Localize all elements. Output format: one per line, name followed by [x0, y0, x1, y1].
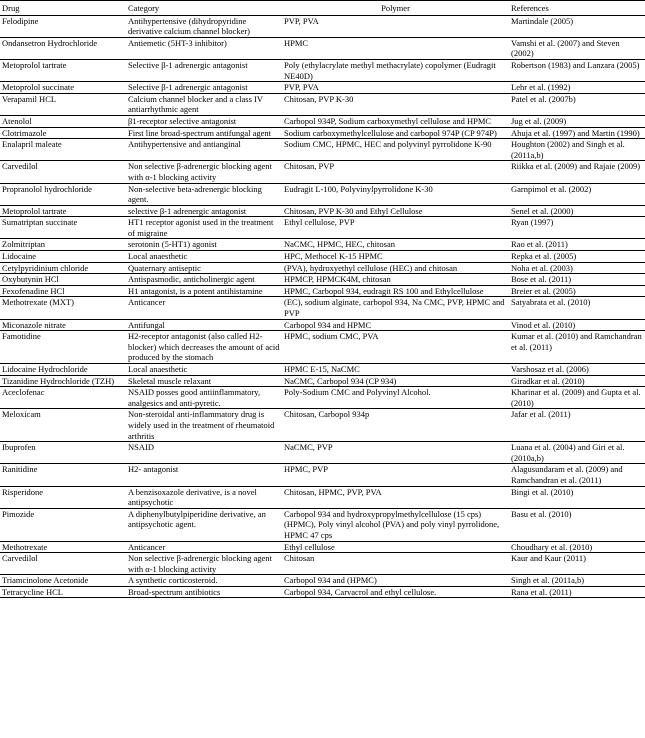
polymer-cell: Carbopol 934 and HPMC	[282, 319, 509, 331]
table-row	[0, 205, 645, 217]
table-row	[0, 262, 645, 274]
drug-cell: Verapamil HCL	[0, 93, 126, 115]
category-cell: Non-selective beta-adrenergic blocking agent.	[126, 183, 282, 205]
category-cell: β1-receptor selective antagonist	[126, 115, 282, 127]
references-cell: Lehr et al. (1992)	[509, 82, 645, 94]
polymer-cell: HPMC	[282, 37, 509, 59]
references-cell: Kumar et al. (2010) and Ramchandran et al. (2011)	[509, 331, 645, 364]
category-cell: Selective β-1 adrenergic antagonist	[126, 59, 282, 81]
category-cell: Non selective β-adrenergic blocking agent with α-1 blocking activity	[126, 553, 282, 575]
category-cell: Skeletal muscle relaxant	[126, 375, 282, 387]
drug-cell: Carvedilol	[0, 161, 126, 183]
polymer-cell: Carbopol 934 and hydroxypropylmethylcellulose (15 cps) (HPMC), Poly vinyl alcohol (PVA) and poly vinyl pyrrolidone, HPMC 47 cps	[282, 508, 509, 541]
references-cell: Robertson (1983) and Lanzara (2005)	[509, 59, 645, 81]
drug-cell: Sumatriptan succinate	[0, 217, 126, 239]
polymer-cell: Chitosan, PVP	[282, 161, 509, 183]
references-cell: Riikka et al. (2009) and Rajaie (2009)	[509, 161, 645, 183]
polymer-cell: Ethyl cellulose, PVP	[282, 217, 509, 239]
references-cell: Noha et al. (2003)	[509, 262, 645, 274]
category-cell: First line broad-spectrum antifungal agent	[126, 127, 282, 139]
references-cell: Luana et al. (2004) and Giri et al. (2010a,b)	[509, 442, 645, 464]
drug-cell: Felodipine	[0, 15, 126, 37]
header-references: References	[509, 1, 645, 16]
table-row	[0, 93, 645, 115]
drug-cell: Triamcinolone Acetonide	[0, 575, 126, 587]
table-row	[0, 251, 645, 263]
references-cell: Vinod et al. (2010)	[509, 319, 645, 331]
table-row	[0, 464, 645, 486]
references-cell: Repka et al. (2005)	[509, 251, 645, 263]
drug-cell: Ranitidine	[0, 464, 126, 486]
references-cell: Giradkar et al. (2010)	[509, 375, 645, 387]
drug-cell: Metoprolol tartrate	[0, 59, 126, 81]
drug-cell: Ondansetron Hydrochloride	[0, 37, 126, 59]
references-cell: Breier et al. (2005)	[509, 285, 645, 297]
drug-cell: Tetracycline HCL	[0, 586, 126, 598]
table-row	[0, 285, 645, 297]
category-cell: NSAID posses good antiinflammatory, analgesics and anti-pyretic.	[126, 387, 282, 409]
header-polymer: Polymer	[282, 1, 509, 16]
table-header-row	[0, 1, 645, 16]
drug-cell: Propranolol hydrochloride	[0, 183, 126, 205]
category-cell: Local anaesthetic	[126, 251, 282, 263]
polymer-cell: Sodium carboxymethylcellulose and carbopol 974P (CP 974P)	[282, 127, 509, 139]
references-cell: Martindale (2005)	[509, 15, 645, 37]
polymer-cell: HPMC, PVP	[282, 464, 509, 486]
polymer-cell: HPMC E-15, NaCMC	[282, 364, 509, 376]
table-row	[0, 59, 645, 81]
drug-cell: Metoprolol tartrate	[0, 205, 126, 217]
table-row	[0, 553, 645, 575]
drug-cell: Oxybutynin HCl	[0, 274, 126, 286]
polymer-cell: (PVA), hydroxyethyl cellulose (HEC) and chitosan	[282, 262, 509, 274]
polymer-cell: Chitosan, Carbopol 934p	[282, 409, 509, 442]
references-cell: Bose et al. (2011)	[509, 274, 645, 286]
category-cell: H2- antagonist	[126, 464, 282, 486]
drug-cell: Famotidine	[0, 331, 126, 364]
references-cell: Garnpimol et al. (2002)	[509, 183, 645, 205]
references-cell: Houghton (2002) and Singh et al. (2011a,b)	[509, 139, 645, 161]
polymer-cell: HPMC, Carbopol 934, eudragit RS 100 and Ethylcellulose	[282, 285, 509, 297]
references-cell: Patel et al. (2007b)	[509, 93, 645, 115]
drug-cell: Lidocaine Hydrochloride	[0, 364, 126, 376]
polymer-cell: PVP, PVA	[282, 82, 509, 94]
category-cell: serotonin (5-HT1) agonist	[126, 239, 282, 251]
polymer-cell: Chitosan	[282, 553, 509, 575]
polymer-cell: Poly (ethylacrylate methyl methacrylate) copolymer (Eudragit NE40D)	[282, 59, 509, 81]
category-cell: A benzisoxazole derivative, is a novel antipsychotic	[126, 486, 282, 508]
table-body	[0, 15, 645, 598]
references-cell: Varshosaz et al. (2006)	[509, 364, 645, 376]
polymer-cell: Chitosan, PVP K-30 and Ethyl Cellulose	[282, 205, 509, 217]
category-cell: HT1 receptor agonist used in the treatment of migraine	[126, 217, 282, 239]
table-row	[0, 586, 645, 598]
drug-cell: Enalapril maleate	[0, 139, 126, 161]
drug-cell: Methotrexate (MXT)	[0, 297, 126, 319]
table-row	[0, 127, 645, 139]
references-cell: Senel et al. (2000)	[509, 205, 645, 217]
table-row	[0, 115, 645, 127]
polymer-cell: Sodium CMC, HPMC, HEC and polyvinyl pyrrolidone K-90	[282, 139, 509, 161]
drug-cell: Zolmitriptan	[0, 239, 126, 251]
references-cell: Singh et al. (2011a,b)	[509, 575, 645, 587]
category-cell: Non-steroidal anti-inflammatory drug is widely used in the treatment of rheumatoid arthritis	[126, 409, 282, 442]
polymer-cell: HPMCP, HPMCK4M, chitosan	[282, 274, 509, 286]
drug-cell: Tizanidine Hydrochloride (TZH)	[0, 375, 126, 387]
header-drug: Drug	[0, 1, 126, 16]
table-row	[0, 274, 645, 286]
category-cell: Selective β-1 adrenergic antagonist	[126, 82, 282, 94]
table-row	[0, 331, 645, 364]
table-row	[0, 387, 645, 409]
references-cell: Jug et al. (2009)	[509, 115, 645, 127]
drug-cell: Aceclofenac	[0, 387, 126, 409]
table-row	[0, 575, 645, 587]
category-cell: Anticancer	[126, 297, 282, 319]
polymer-cell: Poly-Sodium CMC and Polyvinyl Alcohol.	[282, 387, 509, 409]
drug-cell: Metoprolol succinate	[0, 82, 126, 94]
table-row	[0, 297, 645, 319]
category-cell: A synthetic corticosteroid.	[126, 575, 282, 587]
category-cell: Quaternary antiseptic	[126, 262, 282, 274]
drug-cell: Miconazole nitrate	[0, 319, 126, 331]
drug-cell: Carvedilol	[0, 553, 126, 575]
references-cell: Bingi et al. (2010)	[509, 486, 645, 508]
category-cell: Non selective β-adrenergic blocking agent with α-1 blocking activity	[126, 161, 282, 183]
references-cell: Alagusundaram et al. (2009) and Ramchandran et al. (2011)	[509, 464, 645, 486]
category-cell: Broad-spectrum antibiotics	[126, 586, 282, 598]
table-row	[0, 239, 645, 251]
category-cell: NSAID	[126, 442, 282, 464]
category-cell: Antihypertensive and antianginal	[126, 139, 282, 161]
references-cell: Satyabrata et al. (2010)	[509, 297, 645, 319]
table-row	[0, 508, 645, 541]
polymer-cell: PVP, PVA	[282, 15, 509, 37]
category-cell: H1 antagonist, is a potent antihistamine	[126, 285, 282, 297]
category-cell: selective β-1 adrenergic antagonist	[126, 205, 282, 217]
polymer-cell: Eudragit L-100, Polyvinylpyrrolidone K-30	[282, 183, 509, 205]
table-row	[0, 486, 645, 508]
table-row	[0, 82, 645, 94]
table-row	[0, 409, 645, 442]
references-cell: Kaur and Kaur (2011)	[509, 553, 645, 575]
references-cell: Choudhary et al. (2010)	[509, 541, 645, 553]
polymer-cell: Chitosan, HPMC, PVP, PVA	[282, 486, 509, 508]
drug-cell: Methotrexate	[0, 541, 126, 553]
references-cell: Ahuja et al. (1997) and Martin (1990)	[509, 127, 645, 139]
polymer-cell: (EC), sodium alginate, carbopol 934, Na CMC, PVP, HPMC and PVP	[282, 297, 509, 319]
references-cell: Basu et al. (2010)	[509, 508, 645, 541]
drug-cell: Pimozide	[0, 508, 126, 541]
category-cell: Antiemetic (5HT-3 inhibitor)	[126, 37, 282, 59]
drug-cell: Clotrimazole	[0, 127, 126, 139]
table-row	[0, 217, 645, 239]
header-category: Category	[126, 1, 282, 16]
references-cell: Vamshi et al. (2007) and Steven (2002)	[509, 37, 645, 59]
table-row	[0, 375, 645, 387]
table-row	[0, 183, 645, 205]
table-row	[0, 541, 645, 553]
table-row	[0, 161, 645, 183]
polymer-cell: Chitosan, PVP K-30	[282, 93, 509, 115]
references-cell: Ryan (1997)	[509, 217, 645, 239]
category-cell: Antispasmodic, anticholinergic agent	[126, 274, 282, 286]
category-cell: Antihypertensive (dihydropyridine derivative calcium channel blocker)	[126, 15, 282, 37]
polymer-cell: NaCMC, Carbopol 934 (CP 934)	[282, 375, 509, 387]
references-cell: Rao et al. (2011)	[509, 239, 645, 251]
category-cell: Antifungal	[126, 319, 282, 331]
references-cell: Jafar et al. (2011)	[509, 409, 645, 442]
table-row	[0, 139, 645, 161]
table-row	[0, 442, 645, 464]
polymer-cell: Carbopol 934P, Sodium carboxymethyl cellulose and HPMC	[282, 115, 509, 127]
drug-cell: Meloxicam	[0, 409, 126, 442]
category-cell: Anticancer	[126, 541, 282, 553]
table-row	[0, 319, 645, 331]
polymer-cell: Carbopol 934 and (HPMC)	[282, 575, 509, 587]
drug-cell: Atenolol	[0, 115, 126, 127]
drug-cell: Cetylpyridinium chloride	[0, 262, 126, 274]
references-cell: Rana et al. (2011)	[509, 586, 645, 598]
category-cell: H2-receptor antagonist (also called H2-blocker) which decreases the amount of acid produced by the stomach	[126, 331, 282, 364]
table-row	[0, 37, 645, 59]
polymer-cell: HPMC, sodium CMC, PVA	[282, 331, 509, 364]
table-row	[0, 364, 645, 376]
category-cell: Calcium channel blocker and a class IV antiarrhythmic agent	[126, 93, 282, 115]
drug-cell: Risperidone	[0, 486, 126, 508]
table-row	[0, 15, 645, 37]
drug-cell: Fexofenadine HCl	[0, 285, 126, 297]
category-cell: Local anaesthetic	[126, 364, 282, 376]
references-cell: Kharinar et al. (2009) and Gupta et al. (2010)	[509, 387, 645, 409]
drug-cell: Ibuprofen	[0, 442, 126, 464]
polymer-cell: Ethyl cellulose	[282, 541, 509, 553]
polymer-cell: HPC, Methocel K-15 HPMC	[282, 251, 509, 263]
polymer-cell: NaCMC, HPMC, HEC, chitosan	[282, 239, 509, 251]
drug-cell: Lidocaine	[0, 251, 126, 263]
polymer-cell: NaCMC, PVP	[282, 442, 509, 464]
polymer-cell: Carbopol 934, Carvacrol and ethyl cellulose.	[282, 586, 509, 598]
category-cell: A diphenylbutylpiperidine derivative, an antipsychotic agent.	[126, 508, 282, 541]
